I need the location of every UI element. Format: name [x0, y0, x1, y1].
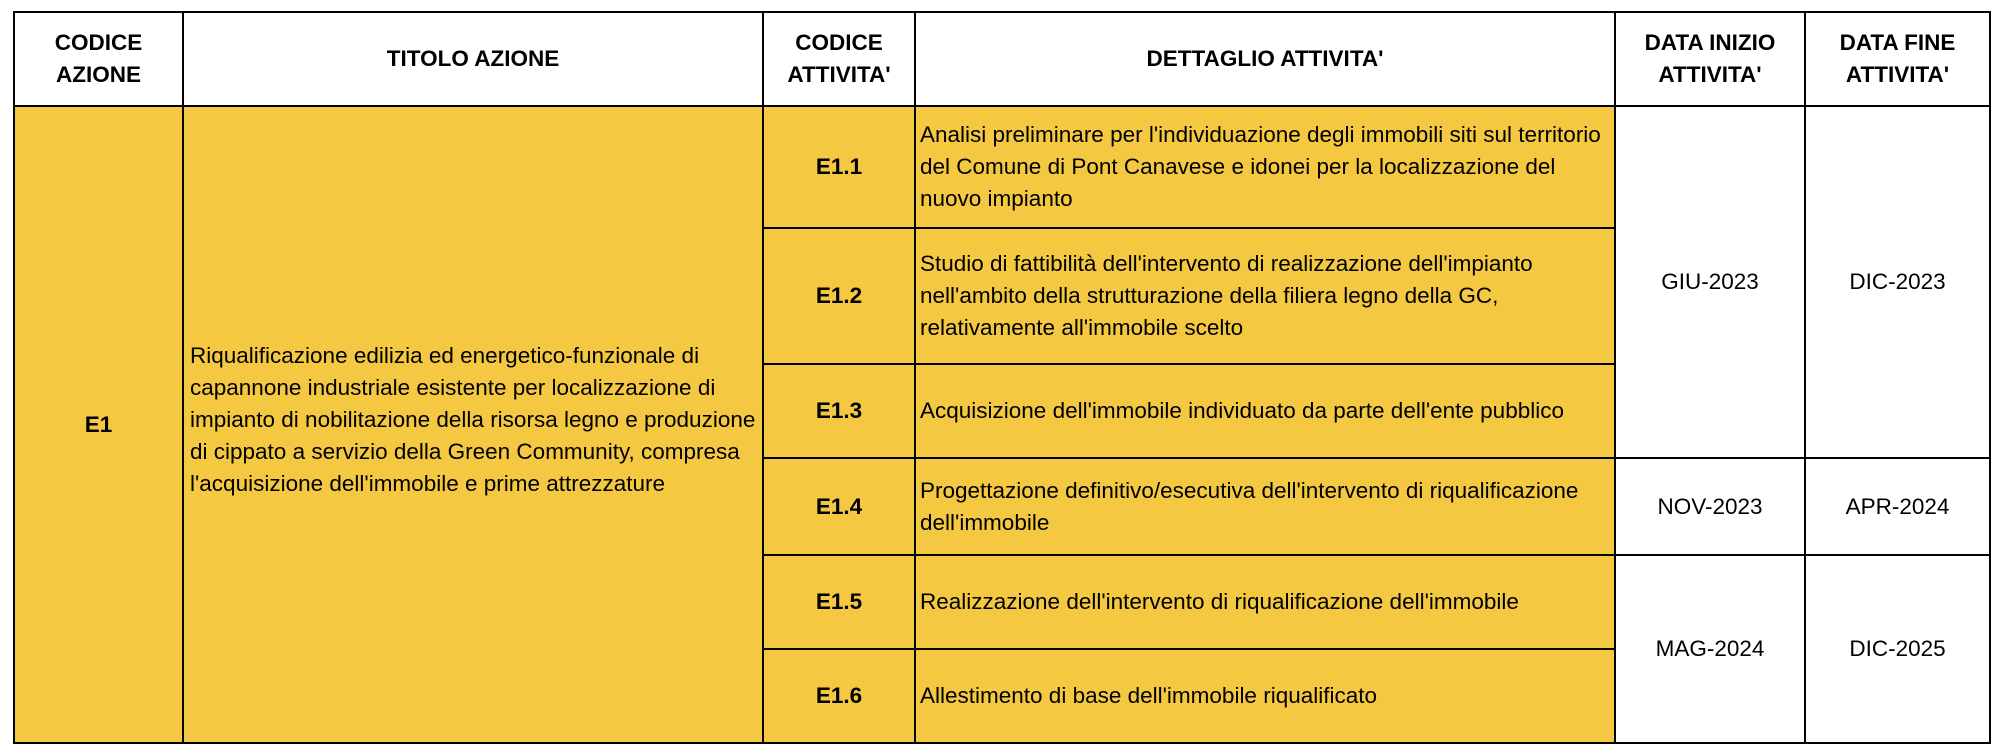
header-row	[14, 12, 1990, 106]
action-code: E1	[14, 106, 183, 743]
header-codice-attivita: CODICE ATTIVITA'	[763, 12, 915, 106]
activity-code: E1.1	[763, 106, 915, 228]
header-data-fine: DATA FINE ATTIVITA'	[1805, 12, 1990, 106]
end-date: DIC-2025	[1805, 555, 1990, 743]
activity-code: E1.4	[763, 458, 915, 555]
activity-table	[13, 11, 1991, 744]
activity-detail: Analisi preliminare per l'individuazione degli immobili siti sul territorio del Comune di Pont Canavese e idonei per la localizzazione del nuovo impianto	[915, 106, 1615, 228]
start-date: NOV-2023	[1615, 458, 1805, 555]
header-dettaglio-attivita: DETTAGLIO ATTIVITA'	[915, 12, 1615, 106]
activity-detail: Realizzazione dell'intervento di riqualificazione dell'immobile	[915, 555, 1615, 649]
activity-code: E1.2	[763, 228, 915, 364]
action-title	[183, 106, 763, 743]
activity-detail: Studio di fattibilità dell'intervento di realizzazione dell'impianto nell'ambito della strutturazione della filiera legno della GC, relativamente all'immobile scelto	[915, 228, 1615, 364]
activity-code: E1.3	[763, 364, 915, 458]
end-date: APR-2024	[1805, 458, 1990, 555]
start-date: GIU-2023	[1615, 106, 1805, 458]
header-titolo-azione: TITOLO AZIONE	[183, 12, 763, 106]
activity-detail: Progettazione definitivo/esecutiva dell'intervento di riqualificazione dell'immobile	[915, 458, 1615, 555]
activity-code: E1.6	[763, 649, 915, 743]
end-date: DIC-2023	[1805, 106, 1990, 458]
activity-code: E1.5	[763, 555, 915, 649]
header-data-inizio: DATA INIZIO ATTIVITA'	[1615, 12, 1805, 106]
header-codice-azione: CODICE AZIONE	[14, 12, 183, 106]
table-row	[14, 106, 1990, 228]
start-date: MAG-2024	[1615, 555, 1805, 743]
activity-detail: Acquisizione dell'immobile individuato da parte dell'ente pubblico	[915, 364, 1615, 458]
activity-detail: Allestimento di base dell'immobile riqualificato	[915, 649, 1615, 743]
action-title-text: Riqualificazione edilizia ed energetico-funzionale di capannone industriale esistente per localizzazione di impianto di nobilitazione della risorsa legno e produzione di cippato a servizio della Green Community, compresa l'acquisizione dell'immobile e prime attrezzature	[190, 342, 756, 496]
